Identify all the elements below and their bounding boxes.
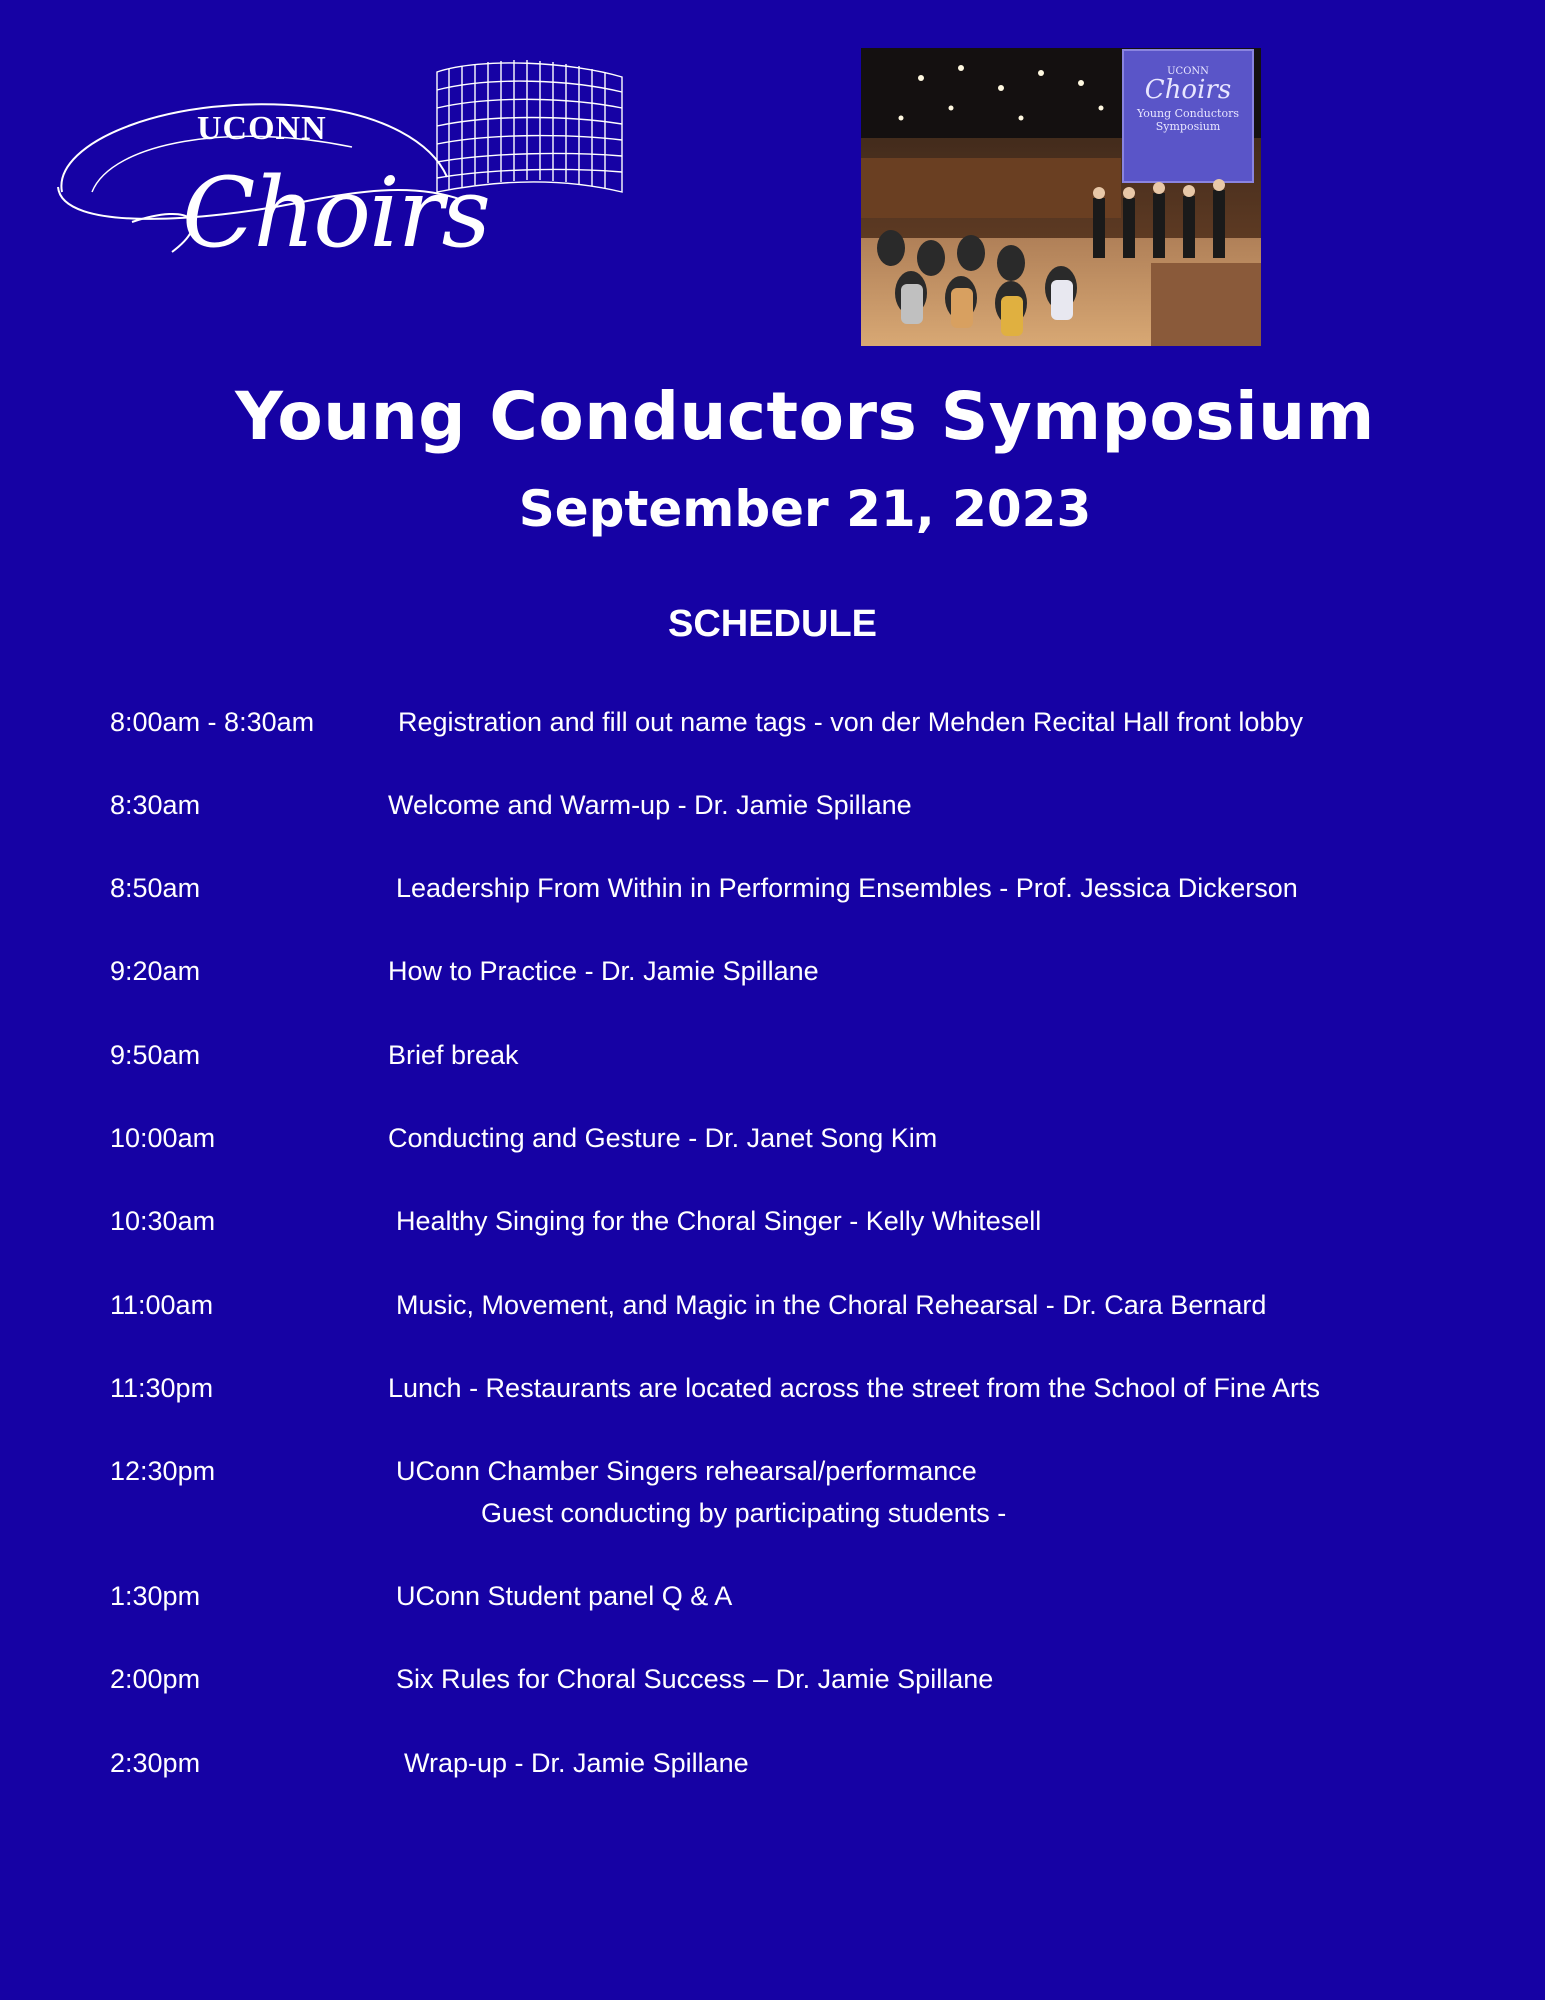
schedule-time: 10:00am — [110, 1123, 216, 1153]
schedule-time: 8:50am — [110, 873, 201, 903]
schedule-time: 9:20am — [110, 956, 201, 986]
schedule-activity: Conducting and Gesture - Dr. Janet Song Kim — [388, 1123, 938, 1153]
schedule-time: 8:00am - 8:30am — [110, 707, 315, 737]
schedule-activity: Lunch - Restaurants are located across the street from the School of Fine Arts — [388, 1373, 1320, 1403]
schedule-time: 9:50am — [110, 1040, 201, 1070]
schedule-activity: Wrap-up - Dr. Jamie Spillane — [404, 1748, 749, 1778]
schedule-time: 11:30pm — [110, 1373, 214, 1403]
schedule-heading: SCHEDULE — [667, 603, 878, 645]
schedule-time: 2:30pm — [110, 1748, 201, 1778]
photo-screen-text: UCONN Choirs Young Conductors Symposium — [1137, 66, 1239, 133]
logo-choirs-text: Choirs — [182, 157, 489, 269]
schedule-activity: UConn Student panel Q & A — [396, 1581, 733, 1611]
schedule-time: 12:30pm — [110, 1456, 216, 1486]
schedule-activity: Welcome and Warm-up - Dr. Jamie Spillane — [388, 790, 912, 820]
schedule-activity-detail: Guest conducting by participating students - — [481, 1498, 1007, 1528]
symposium-photo — [861, 48, 1261, 346]
schedule-time: 11:00am — [110, 1290, 214, 1320]
schedule-activity: Registration and fill out name tags - von der Mehden Recital Hall front lobby — [398, 707, 1303, 737]
uconn-choirs-logo — [52, 52, 632, 292]
schedule-activity: Music, Movement, and Magic in the Choral Rehearsal - Dr. Cara Bernard — [396, 1290, 1267, 1320]
schedule-activity: Brief break — [388, 1040, 519, 1070]
schedule-time: 8:30am — [110, 790, 201, 820]
event-date: September 21, 2023 — [518, 480, 1092, 538]
schedule-activity: Healthy Singing for the Choral Singer - Kelly Whitesell — [396, 1206, 1042, 1236]
schedule-activity: Six Rules for Choral Success – Dr. Jamie Spillane — [396, 1664, 994, 1694]
logo-uconn-text: UCONN — [197, 110, 327, 147]
schedule-activity: How to Practice - Dr. Jamie Spillane — [388, 956, 819, 986]
schedule-activity: Leadership From Within in Performing Ensembles - Prof. Jessica Dickerson — [396, 873, 1298, 903]
schedule-time: 2:00pm — [110, 1664, 201, 1694]
schedule-activity: UConn Chamber Singers rehearsal/performance — [396, 1456, 977, 1486]
schedule-time: 10:30am — [110, 1206, 216, 1236]
schedule-time: 1:30pm — [110, 1581, 201, 1611]
page-title: Young Conductors Symposium — [235, 378, 1375, 455]
